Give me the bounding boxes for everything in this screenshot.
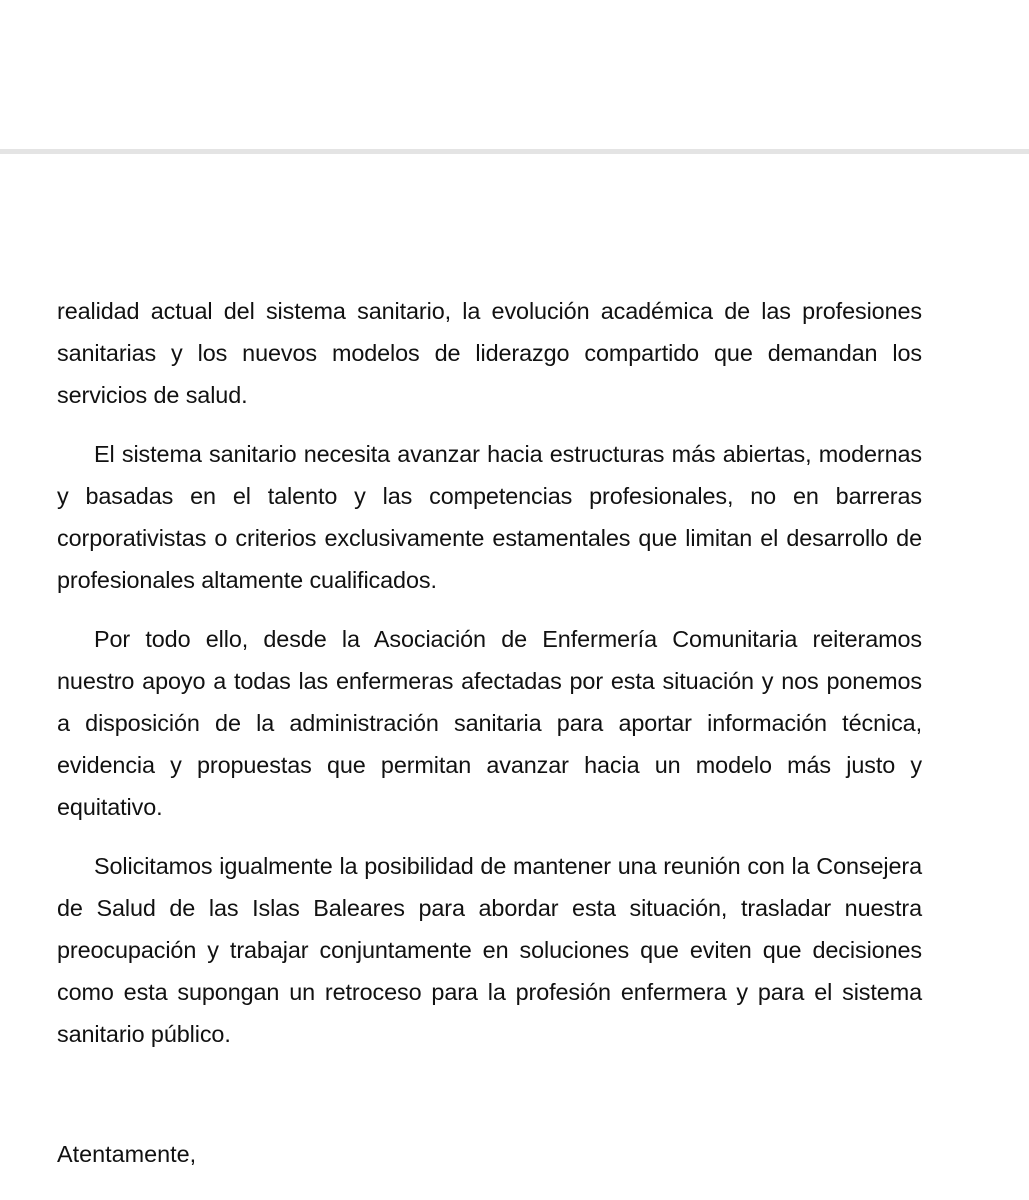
paragraph-apoyo: Por todo ello, desde la Asociación de Enfermería Comunitaria reiteramos nuestro apoyo a todas las enfermeras afectadas por esta situación y nos ponemos a disposición de la administración sanitaria para aportar información técnica, evidencia y propuestas que permitan avanzar hacia un modelo más justo y equitativo. [57, 626, 922, 820]
closing-salutation: Atentamente, [57, 1141, 197, 1167]
paragraph-sistema-sanitario: El sistema sanitario necesita avanzar hacia estructuras más abiertas, modernas y basadas en el talento y las competencias profesionales, no en barreras corporativistas o criterios exclusivamente estamentales que limitan el desarrollo de profesionales altamente cualificados. [57, 441, 922, 593]
paragraph-solicitud-reunion: Solicitamos igualmente la posibilidad de mantener una reunión con la Consejera de Salud de las Islas Baleares para abordar esta situación, trasladar nuestra preocupación y trabajar conjuntamente en soluciones que eviten que decisiones como esta supongan un retroceso para la profesión enfermera y para el sistema sanitario público. [57, 853, 922, 1047]
document-body [57, 290, 922, 1055]
page-separator [0, 149, 1029, 154]
page-top-area [0, 0, 1029, 149]
paragraph-continuation: realidad actual del sistema sanitario, la evolución académica de las profesiones sanitarias y los nuevos modelos de liderazgo compartido que demandan los servicios de salud. [57, 298, 922, 408]
